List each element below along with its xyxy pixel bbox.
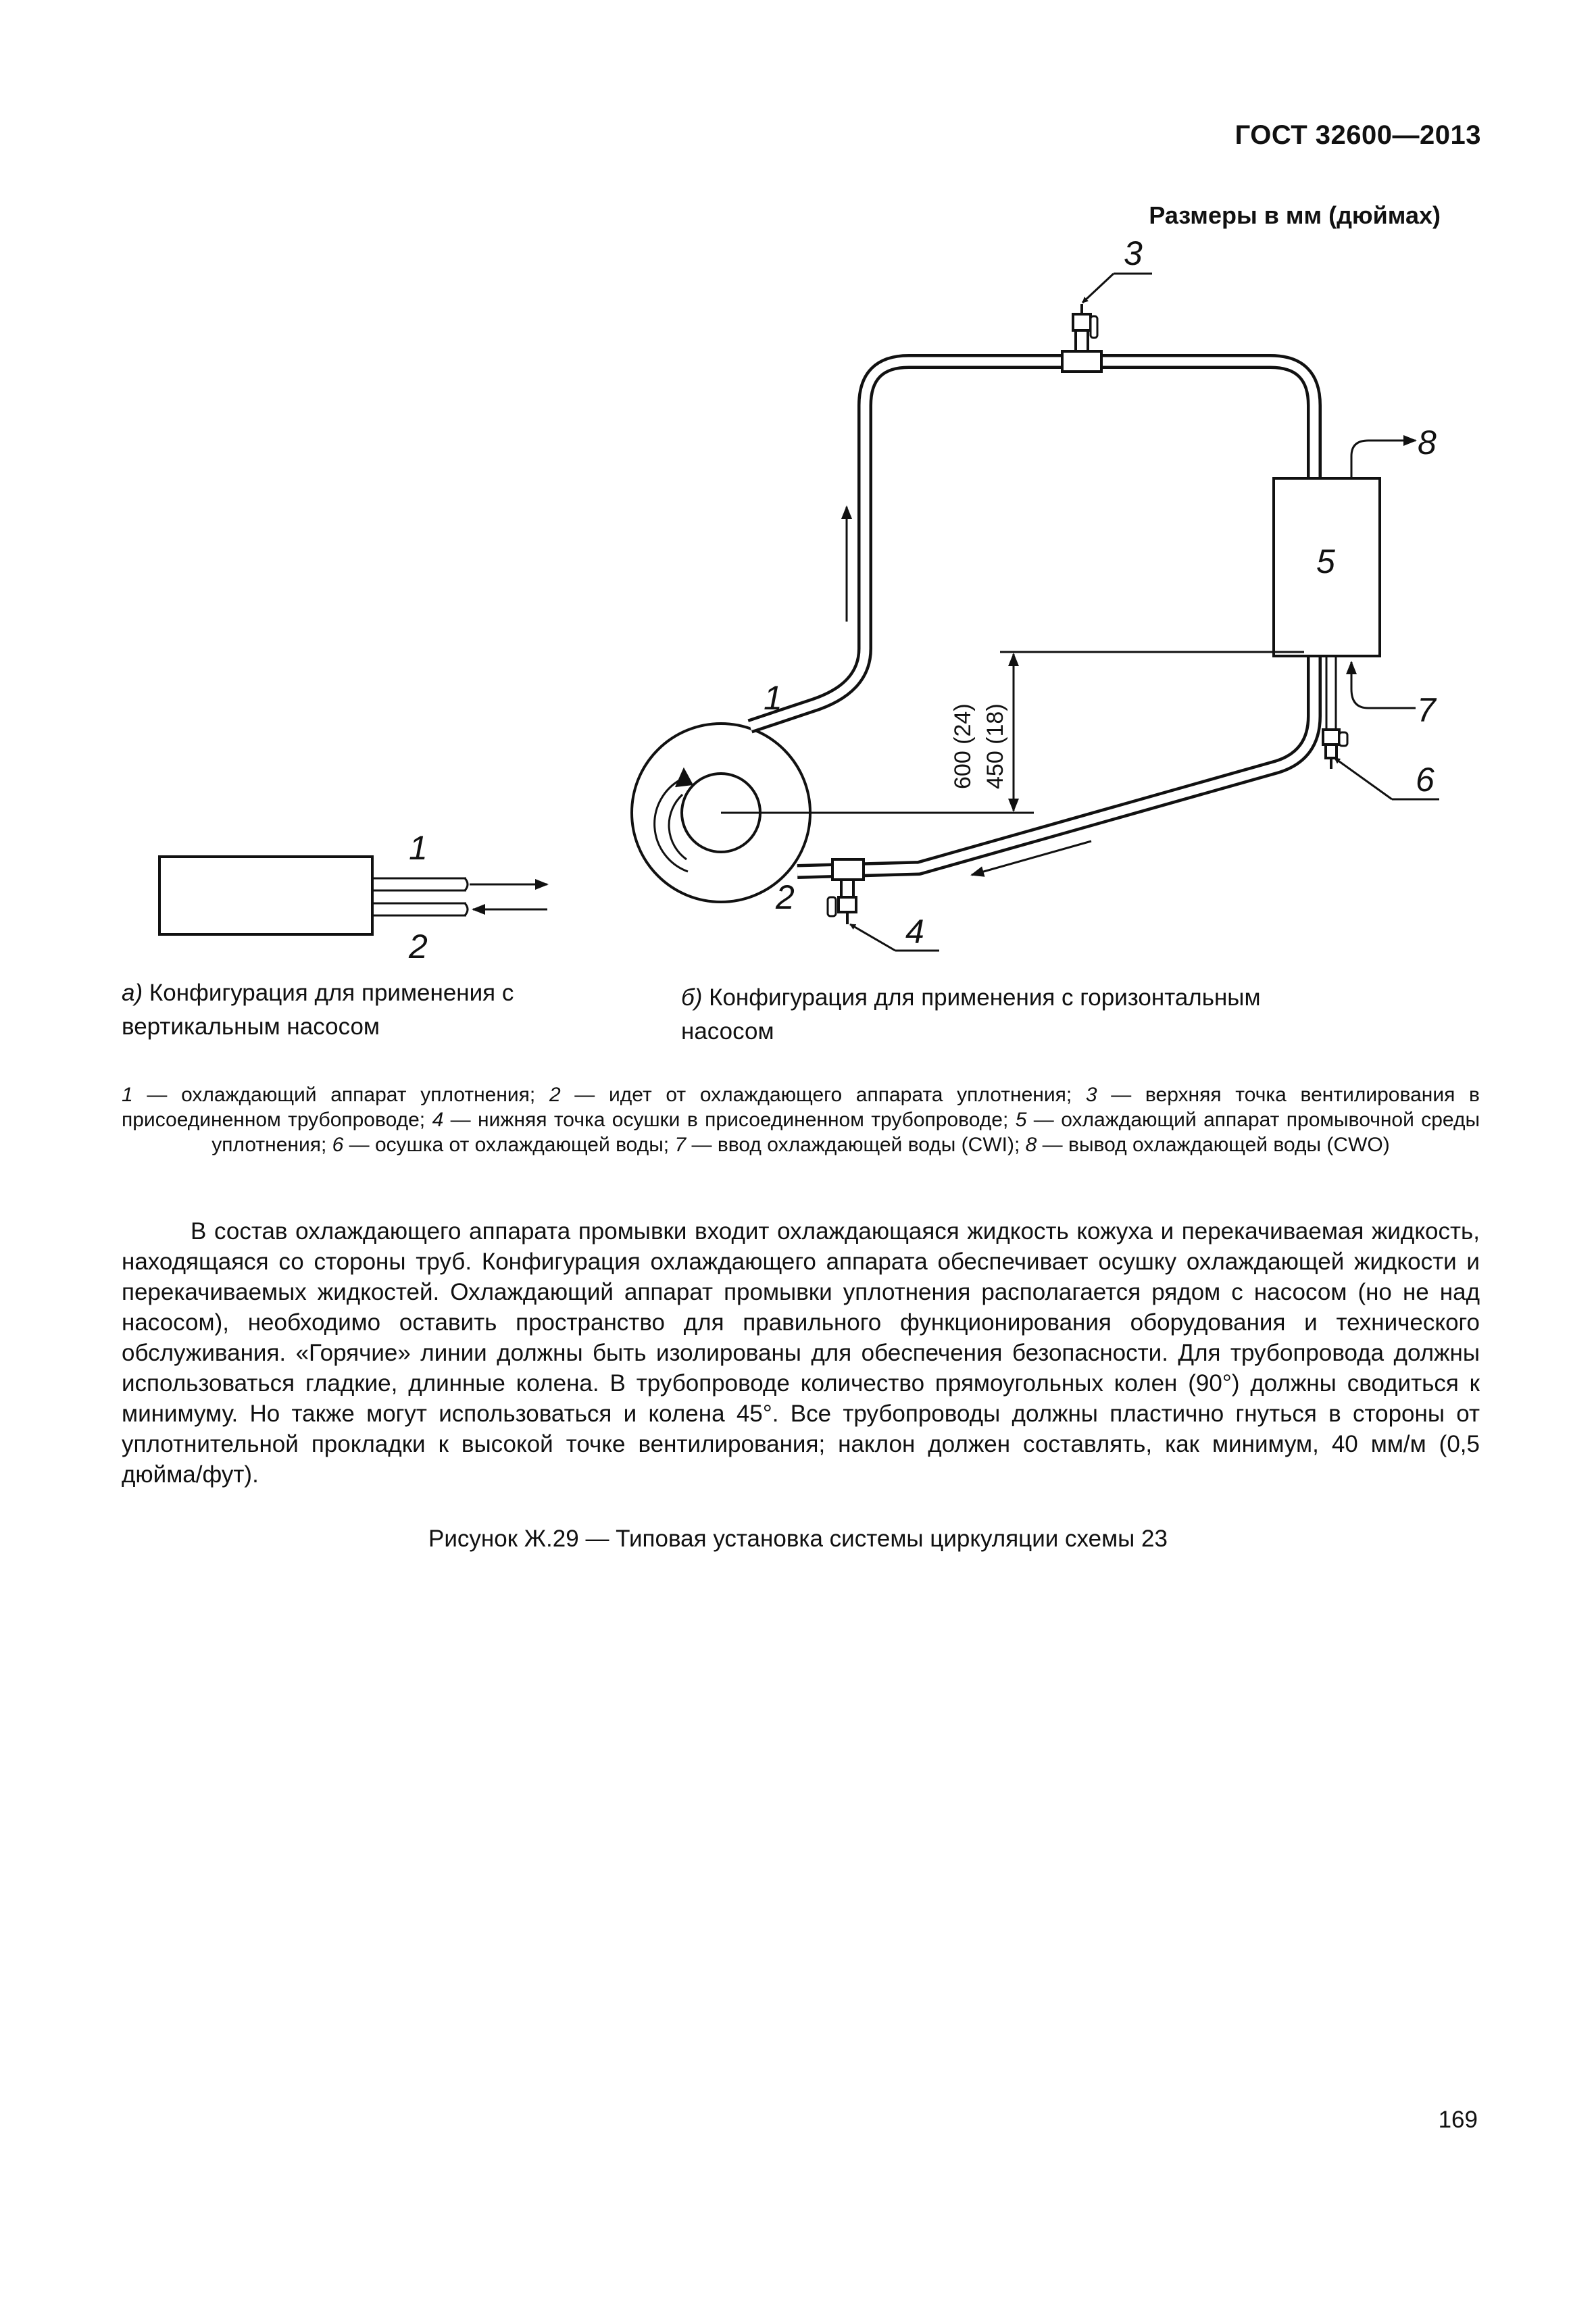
cwi-inlet <box>1351 662 1416 708</box>
legend-item-4: 4 — нижняя точка осушки в присоединенном трубопроводе; <box>432 1109 1009 1131</box>
part-a-cooler-box <box>159 857 372 934</box>
dimension-600: 600 (24) <box>950 703 976 789</box>
legend-item-1: 1 — охлаждающий аппарат уплотнения; <box>122 1084 536 1106</box>
label-6-leader <box>1335 758 1392 799</box>
caption-part-a <box>122 976 554 1044</box>
circulation-pipe <box>750 361 1314 872</box>
legend-item-3: 3 — верхняя точка вентилирования в присоединенном трубопроводе; <box>122 1084 1480 1131</box>
document-header: ГОСТ 32600—2013 <box>1235 120 1481 150</box>
label-4-leader <box>850 924 895 951</box>
part-b-label-3: 3 <box>1124 234 1143 272</box>
part-b-label-8: 8 <box>1418 424 1437 461</box>
legend-item-7: 7 — ввод охлаждающей воды (CWI); <box>674 1134 1020 1156</box>
caption-a-letter: а) <box>122 980 143 1006</box>
caption-b-letter: б) <box>681 984 703 1011</box>
figure-legend <box>122 1082 1480 1157</box>
part-a-label-1: 1 <box>409 829 428 867</box>
dimension-450: 450 (18) <box>982 703 1008 789</box>
part-b-label-2: 2 <box>776 878 795 916</box>
caption-part-b <box>681 981 1343 1049</box>
caption-b-text: Конфигурация для применения с горизонтальным насосом <box>681 984 1261 1045</box>
legend-item-5: 5 — охлаждающий аппарат промывочной среды уплотнения; <box>211 1109 1480 1156</box>
drain-valve <box>1323 730 1339 745</box>
legend-item-6: 6 — осушка от охлаждающей воды; <box>332 1134 670 1156</box>
part-a-label-2: 2 <box>409 928 428 965</box>
cwo-outlet <box>1351 441 1416 478</box>
low-point-valve <box>839 897 856 912</box>
page-number: 169 <box>1438 2107 1478 2133</box>
legend-item-8: 8 — вывод охлаждающей воды (CWO) <box>1025 1134 1390 1156</box>
part-b-diagram <box>632 234 1439 951</box>
part-b-label-4: 4 <box>905 913 924 951</box>
part-b-label-6: 6 <box>1416 761 1435 799</box>
dimensions-note: Размеры в мм (дюймах) <box>1149 201 1441 229</box>
drain-tee <box>832 859 864 880</box>
part-b-label-5: 5 <box>1316 543 1335 580</box>
part-b-label-1: 1 <box>764 679 782 717</box>
label-3-leader <box>1082 274 1114 303</box>
caption-a-text: Конфигурация для применения с вертикальным насосом <box>122 980 514 1040</box>
rotation-arrow <box>676 769 693 787</box>
part-b-label-7: 7 <box>1417 691 1436 729</box>
vent-tee <box>1062 351 1101 372</box>
figure-title: Рисунок Ж.29 — Типовая установка системы циркуляции схемы 23 <box>428 1526 1168 1552</box>
body-paragraph: В состав охлаждающего аппарата промывки входит охлаждающаяся жидкость кожуха и перекачиваемая жидкость, находящаяся со стороны труб. Конфигурация охлаждающего аппарата обеспечивает осушку охлаждающей жидкости и перекачиваемых жидкостей. Охлаждающий аппарат промывки уплотнения располагается рядом с насосом (но не над насосом), необходимо оставить пространство для правильного функционирования оборудования и технического обслуживания. «Горячие» линии должны быть изолированы для обеспечения безопасности. Для трубопровода должны использоваться гладкие, длинные колена. В трубопроводе количество прямоугольных колен (90°) должны сводиться к минимуму. Но также могут использоваться и колена 45°. Все трубопроводы должны пластично гнуться в стороны от уплотнительной прокладки к высокой точке вентилирования; наклон должен составлять, как минимум, 40 мм/м (0,5 дюйма/фут). <box>122 1218 1480 1488</box>
vent-valve <box>1073 314 1091 330</box>
legend-item-2: 2 — идет от охлаждающего аппарата уплотнения; <box>549 1084 1072 1106</box>
part-a-diagram <box>159 829 547 965</box>
